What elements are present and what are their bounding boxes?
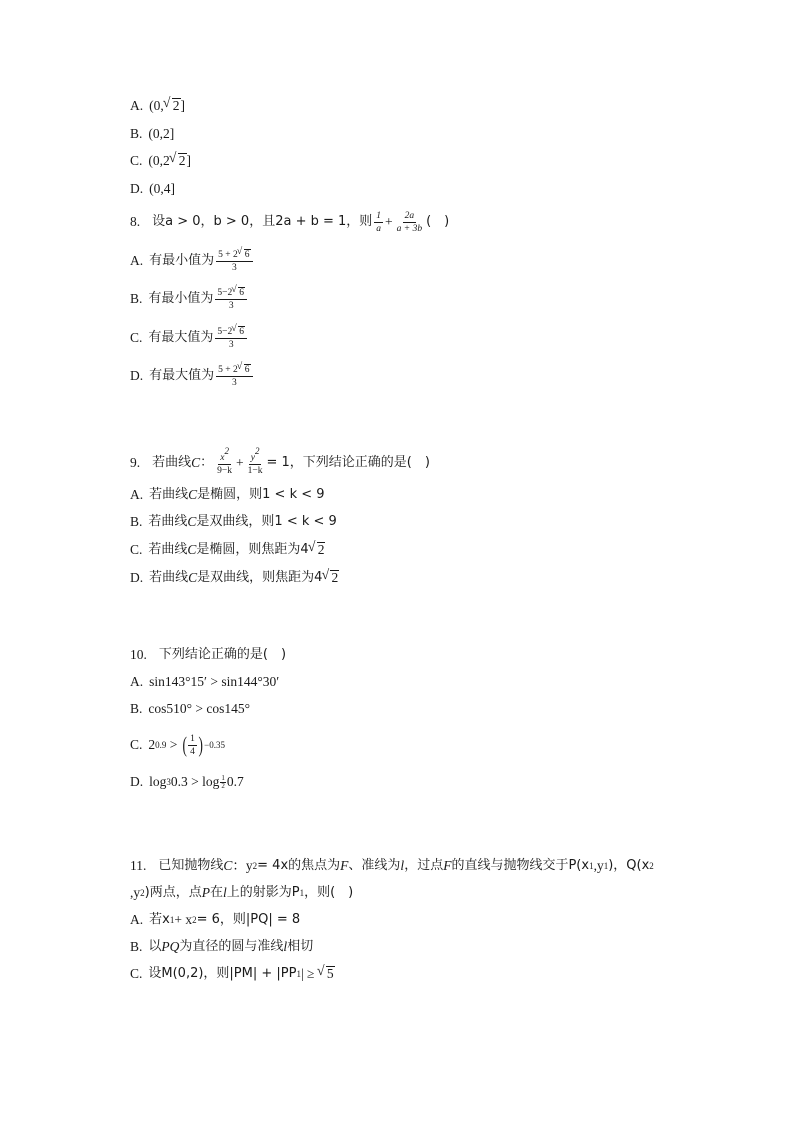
fraction: $\frac{1}{2}$ xyxy=(221,773,225,790)
fraction: $\frac{1}{4}$ xyxy=(190,733,195,757)
q11-option-c: C. 设M(0,2)，则|PM| + |PP 1 | ≥ √ 5 xyxy=(130,964,335,984)
sqrt-symbol: √ 6 xyxy=(238,364,251,375)
q9-option-a: A. 若曲线 C 是椭圆，则1 < k < 9 xyxy=(130,487,325,502)
fraction: $\frac{5 + 2√ 6}{3}$ xyxy=(216,249,252,273)
q7-option-a: A. (0, √ 2 ] xyxy=(130,96,185,116)
q11-option-b: B. 以 PQ 为直径的圆与准线 l 相切 xyxy=(130,939,314,954)
q11-option-a: A. 若x 1 + x 2 = 6，则|PQ| = 8 xyxy=(130,912,301,927)
q8-option-d: D. 有最大值为 $\frac{5 + 2√ 6}{3}$ xyxy=(130,363,255,389)
q8-option-c: C. 有最大值为 $\frac{5-2√ 6}{3}$ xyxy=(130,325,249,351)
q11-stem-line2: ,y 2 )两点，点 P 在 l 上的射影为P 1 ，则( ) xyxy=(130,885,354,900)
fraction: $\frac{5 + 2√ 6}{3}$ xyxy=(216,364,252,388)
q9-option-c: C. 若曲线 C 是椭圆，则焦距为4 √ 2 xyxy=(130,540,325,560)
fraction: $\frac{x^2}{9-k}$ xyxy=(217,445,233,476)
sqrt-symbol: √ 2 xyxy=(170,151,187,171)
q7-option-c: C. (0,2 √ 2 ] xyxy=(130,151,191,171)
q10-option-b: B. cos510° > cos145° xyxy=(130,701,251,716)
q7-option-d: D. (0,4] xyxy=(130,181,175,196)
sqrt-symbol: √ 6 xyxy=(232,287,245,298)
fraction: $\frac{5-2√ 6}{3}$ xyxy=(215,287,247,311)
fraction: $\frac{1}{a}$ xyxy=(376,210,382,234)
q8-stem: 8. 设a > 0，b > 0，且2a + b = 1，则 $\frac{1}{a}$ + $\frac{2a}{a + 3b}$ ( ) xyxy=(130,210,450,234)
q9-stem: 9. 若曲线 C ： $\frac{x^2}{9-k}$ + $\frac{y^2}{1-k}$ = 1，下列结论正确的是( ) xyxy=(130,445,430,476)
sqrt-symbol: √ 6 xyxy=(238,249,251,260)
q9-option-b: B. 若曲线 C 是双曲线，则1 < k < 9 xyxy=(130,514,337,529)
sqrt-symbol: √ 5 xyxy=(318,964,335,984)
sqrt-symbol: √ 2 xyxy=(164,96,181,116)
q7-option-b: B. (0,2] xyxy=(130,126,175,141)
q10-option-c: C. 2 0.9 > ( $\frac{1}{4}$ ) −0.35 xyxy=(130,732,225,757)
q8-option-b: B. 有最小值为 $\frac{5-2√ 6}{3}$ xyxy=(130,286,249,312)
q9-option-d: D. 若曲线 C 是双曲线，则焦距为4 √ 2 xyxy=(130,568,339,588)
q10-option-a: A. sin143°15′ > sin144°30′ xyxy=(130,674,280,689)
q8-option-a: A. 有最小值为 $\frac{5 + 2√ 6}{3}$ xyxy=(130,248,255,274)
fraction: $\frac{5-2√ 6}{3}$ xyxy=(215,326,247,350)
q10-stem: 10. 下列结论正确的是( ) xyxy=(130,647,287,662)
sqrt-symbol: √ 2 xyxy=(322,568,339,588)
q10-option-d: D. log 3 0.3 > log $\frac{1}{2}$ 0.7 xyxy=(130,773,244,790)
fraction: $\frac{2a}{a + 3b}$ xyxy=(396,210,423,234)
fraction: $\frac{y^2}{1-k}$ xyxy=(247,445,263,476)
sqrt-symbol: √ 6 xyxy=(232,326,245,337)
q11-stem-line1: 11. 已知抛物线 C ：y 2 = 4x的焦点为 F 、准线为 l ，过点 F 的直线与抛物线交于P(x 1 ,y 1 )，Q(x 2 xyxy=(130,858,654,873)
sqrt-symbol: √ 2 xyxy=(309,540,326,560)
